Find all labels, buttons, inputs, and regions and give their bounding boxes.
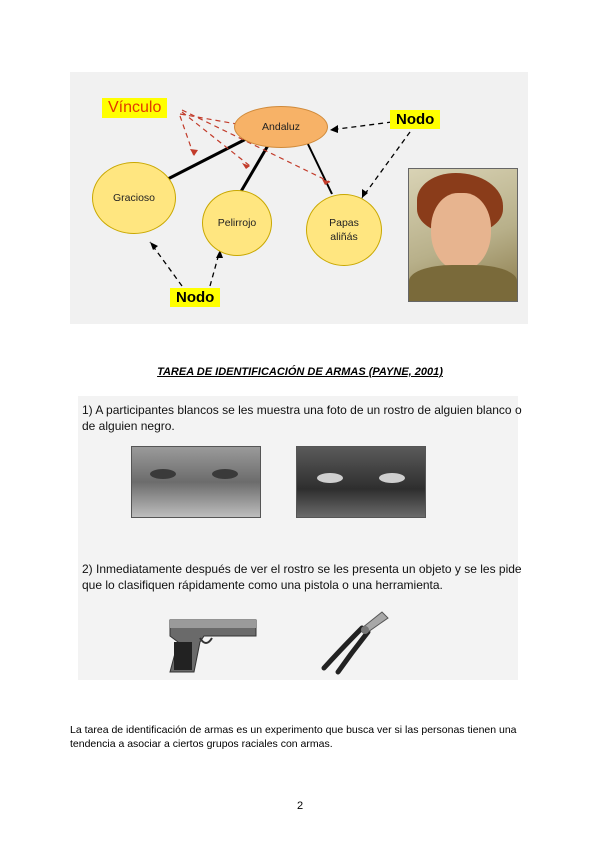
white-face-photo [131, 446, 261, 518]
node-papas [306, 194, 382, 266]
node-andaluz [234, 106, 328, 148]
black-face-photo [296, 446, 426, 518]
node-pelirrojo [202, 190, 272, 256]
pliers-image [316, 606, 396, 676]
nodo-arrow-papas [362, 132, 410, 198]
portrait-photo [408, 168, 518, 302]
portrait-face [431, 193, 491, 271]
node-papas-line1: Papas [329, 217, 359, 229]
nodo-tag-top: Nodo [390, 110, 440, 129]
node-papas-line2: aliñás [330, 231, 358, 243]
node-gracioso [92, 162, 176, 234]
vinculo-tag: Vínculo [102, 98, 167, 118]
node-pelirrojo-label: Pelirrojo [217, 217, 257, 229]
pistol-image [160, 612, 260, 678]
nodo-arrow-andaluz [330, 122, 392, 130]
step-1-text: 1) A participantes blancos se les muestra una foto de un rostro de alguien blanco o de alguien negro. [82, 403, 522, 433]
node-andaluz-label: Andaluz [262, 121, 300, 133]
nodo-tag-bottom: Nodo [170, 288, 220, 307]
link-andaluz-papas [306, 140, 332, 194]
experiment-panel [78, 396, 518, 680]
nodo-arrow-gracioso [150, 242, 182, 286]
node-papas-label [329, 216, 359, 244]
body-paragraph: La tarea de identificación de armas es un experimento que busca ver si las personas tienen una tendencia a asociar a ciertos grupos raciales con armas. [70, 724, 517, 750]
section-title: TAREA DE IDENTIFICACIÓN DE ARMAS (PAYNE, 2001) [157, 366, 443, 378]
node-gracioso-label: Gracioso [112, 192, 155, 204]
step-2-text: 2) Inmediatamente después de ver el rostro se les presenta un objeto y se les pide que lo clasifiquen rápidamente como una pistola o una herramienta. [82, 562, 522, 592]
link-andaluz-gracioso [158, 138, 248, 184]
page-number: 2 [296, 800, 304, 812]
portrait-sweater [409, 265, 517, 302]
